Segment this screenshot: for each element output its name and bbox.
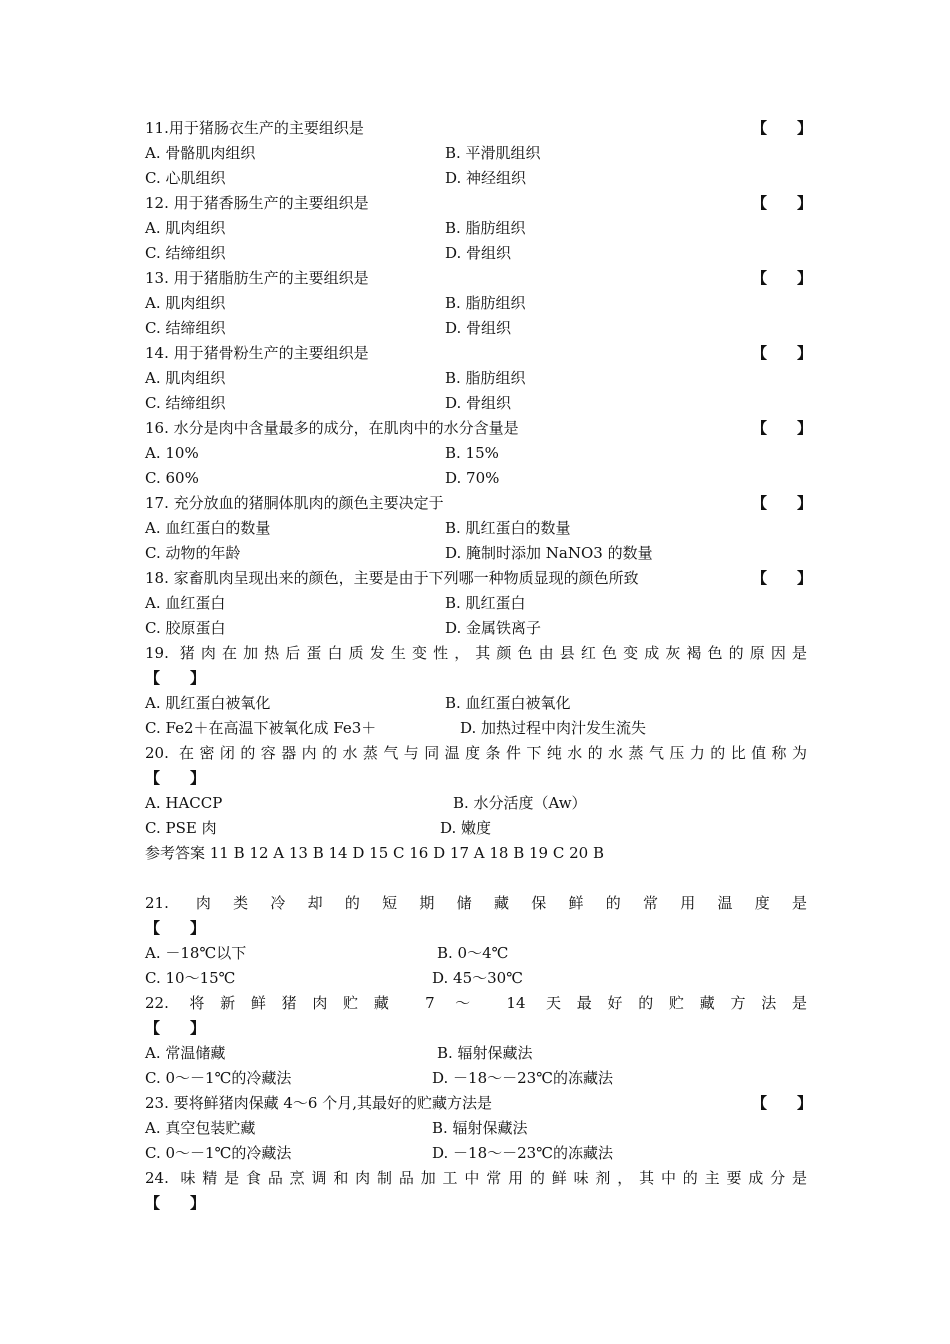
question-24-stem: 24. 味精是食品烹调和肉制品加工中常用的鲜味剂，其中的主要成分是 bbox=[145, 1169, 807, 1187]
answer-bracket: 【 】 bbox=[752, 419, 813, 437]
option-d: D. 神经组织 bbox=[445, 169, 527, 187]
answer-bracket: 【 】 bbox=[752, 119, 813, 137]
option-b: B. 血红蛋白被氧化 bbox=[445, 694, 571, 712]
option-b: B. 脂肪组织 bbox=[445, 219, 526, 237]
option-c: C. 动物的年龄 bbox=[145, 544, 241, 562]
option-c: C. PSE 肉 bbox=[145, 819, 217, 837]
question-23-stem: 23. 要将鲜猪肉保藏 4～6 个月,其最好的贮藏方法是 bbox=[145, 1094, 493, 1112]
option-c: C. 60% bbox=[145, 469, 199, 487]
option-d: D. 骨组织 bbox=[445, 244, 512, 262]
option-d: D. 骨组织 bbox=[445, 394, 512, 412]
question-13-stem: 13. 用于猪脂肪生产的主要组织是 bbox=[145, 269, 369, 287]
option-a: A. 血红蛋白 bbox=[145, 594, 226, 612]
option-c: C. Fe2＋在高温下被氧化成 Fe3＋ bbox=[145, 719, 377, 737]
answer-bracket: 【 】 bbox=[145, 1194, 206, 1212]
option-c: C. 10～15℃ bbox=[145, 969, 236, 987]
option-a: A. 常温储藏 bbox=[145, 1044, 226, 1062]
answer-bracket: 【 】 bbox=[752, 1094, 813, 1112]
option-d: D. 金属铁离子 bbox=[445, 619, 542, 637]
answer-bracket: 【 】 bbox=[145, 1019, 206, 1037]
option-d: D. 腌制时添加 NaNO3 的数量 bbox=[445, 544, 653, 562]
option-c: C. 结缔组织 bbox=[145, 319, 226, 337]
option-a: A. HACCP bbox=[145, 794, 223, 812]
option-a: A. －18℃以下 bbox=[145, 944, 247, 962]
question-20-stem: 20. 在密闭的容器内的水蒸气与同温度条件下纯水的水蒸气压力的比值称为 bbox=[145, 744, 807, 762]
option-a: A. 真空包装贮藏 bbox=[145, 1119, 256, 1137]
option-c: C. 结缔组织 bbox=[145, 244, 226, 262]
question-11-stem: 11.用于猪肠衣生产的主要组织是 bbox=[145, 119, 364, 137]
option-a: A. 肌红蛋白被氧化 bbox=[145, 694, 271, 712]
option-d: D. －18～－23℃的冻藏法 bbox=[432, 1144, 613, 1162]
question-14-stem: 14. 用于猪骨粉生产的主要组织是 bbox=[145, 344, 369, 362]
answer-bracket: 【 】 bbox=[145, 769, 206, 787]
answer-bracket: 【 】 bbox=[752, 569, 813, 587]
option-b: B. 15% bbox=[445, 444, 499, 462]
answer-bracket: 【 】 bbox=[145, 919, 206, 937]
answer-bracket: 【 】 bbox=[752, 494, 813, 512]
option-d: D. 加热过程中肉汁发生流失 bbox=[460, 719, 647, 737]
option-b: B. 0～4℃ bbox=[437, 944, 509, 962]
option-b: B. 水分活度（Aw） bbox=[453, 794, 587, 812]
option-b: B. 辐射保藏法 bbox=[432, 1119, 528, 1137]
question-21-stem: 21. 肉类冷却的短期储藏保鲜的常用温度是 bbox=[145, 894, 807, 912]
option-a: A. 骨骼肌肉组织 bbox=[145, 144, 256, 162]
option-b: B. 脂肪组织 bbox=[445, 369, 526, 387]
option-c: C. 0～－1℃的冷藏法 bbox=[145, 1069, 292, 1087]
option-d: D. 70% bbox=[445, 469, 500, 487]
option-d: D. 45～30℃ bbox=[432, 969, 523, 987]
question-19-stem: 19. 猪肉在加热后蛋白质发生变性，其颜色由县红色变成灰褐色的原因是 bbox=[145, 644, 807, 662]
question-17-stem: 17. 充分放血的猪胴体肌肉的颜色主要决定于 bbox=[145, 494, 444, 512]
answer-bracket: 【 】 bbox=[145, 669, 206, 687]
answer-key: 参考答案 11 B 12 A 13 B 14 D 15 C 16 D 17 A 18 B 19 C 20 B bbox=[145, 844, 604, 862]
option-d: D. 嫩度 bbox=[440, 819, 492, 837]
answer-bracket: 【 】 bbox=[752, 194, 813, 212]
option-d: D. －18～－23℃的冻藏法 bbox=[432, 1069, 613, 1087]
option-a: A. 血红蛋白的数量 bbox=[145, 519, 271, 537]
answer-bracket: 【 】 bbox=[752, 269, 813, 287]
question-12-stem: 12. 用于猪香肠生产的主要组织是 bbox=[145, 194, 369, 212]
option-c: C. 结缔组织 bbox=[145, 394, 226, 412]
option-a: A. 肌肉组织 bbox=[145, 369, 226, 387]
question-16-stem: 16. 水分是肉中含量最多的成分，在肌肉中的水分含量是 bbox=[145, 419, 519, 437]
option-a: A. 10% bbox=[145, 444, 199, 462]
option-c: C. 0～－1℃的冷藏法 bbox=[145, 1144, 292, 1162]
option-b: B. 平滑肌组织 bbox=[445, 144, 541, 162]
answer-bracket: 【 】 bbox=[752, 344, 813, 362]
option-b: B. 辐射保藏法 bbox=[437, 1044, 533, 1062]
option-c: C. 心肌组织 bbox=[145, 169, 226, 187]
option-c: C. 胶原蛋白 bbox=[145, 619, 226, 637]
question-18-stem: 18. 家畜肌肉呈现出来的颜色，主要是由于下列哪一种物质显现的颜色所致 bbox=[145, 569, 639, 587]
option-a: A. 肌肉组织 bbox=[145, 219, 226, 237]
option-a: A. 肌肉组织 bbox=[145, 294, 226, 312]
question-22-stem: 22. 将新鲜猪肉贮藏 7 ～ 14 天最好的贮藏方法是 bbox=[145, 994, 807, 1012]
option-b: B. 肌红蛋白的数量 bbox=[445, 519, 571, 537]
option-b: B. 肌红蛋白 bbox=[445, 594, 526, 612]
option-d: D. 骨组织 bbox=[445, 319, 512, 337]
option-b: B. 脂肪组织 bbox=[445, 294, 526, 312]
